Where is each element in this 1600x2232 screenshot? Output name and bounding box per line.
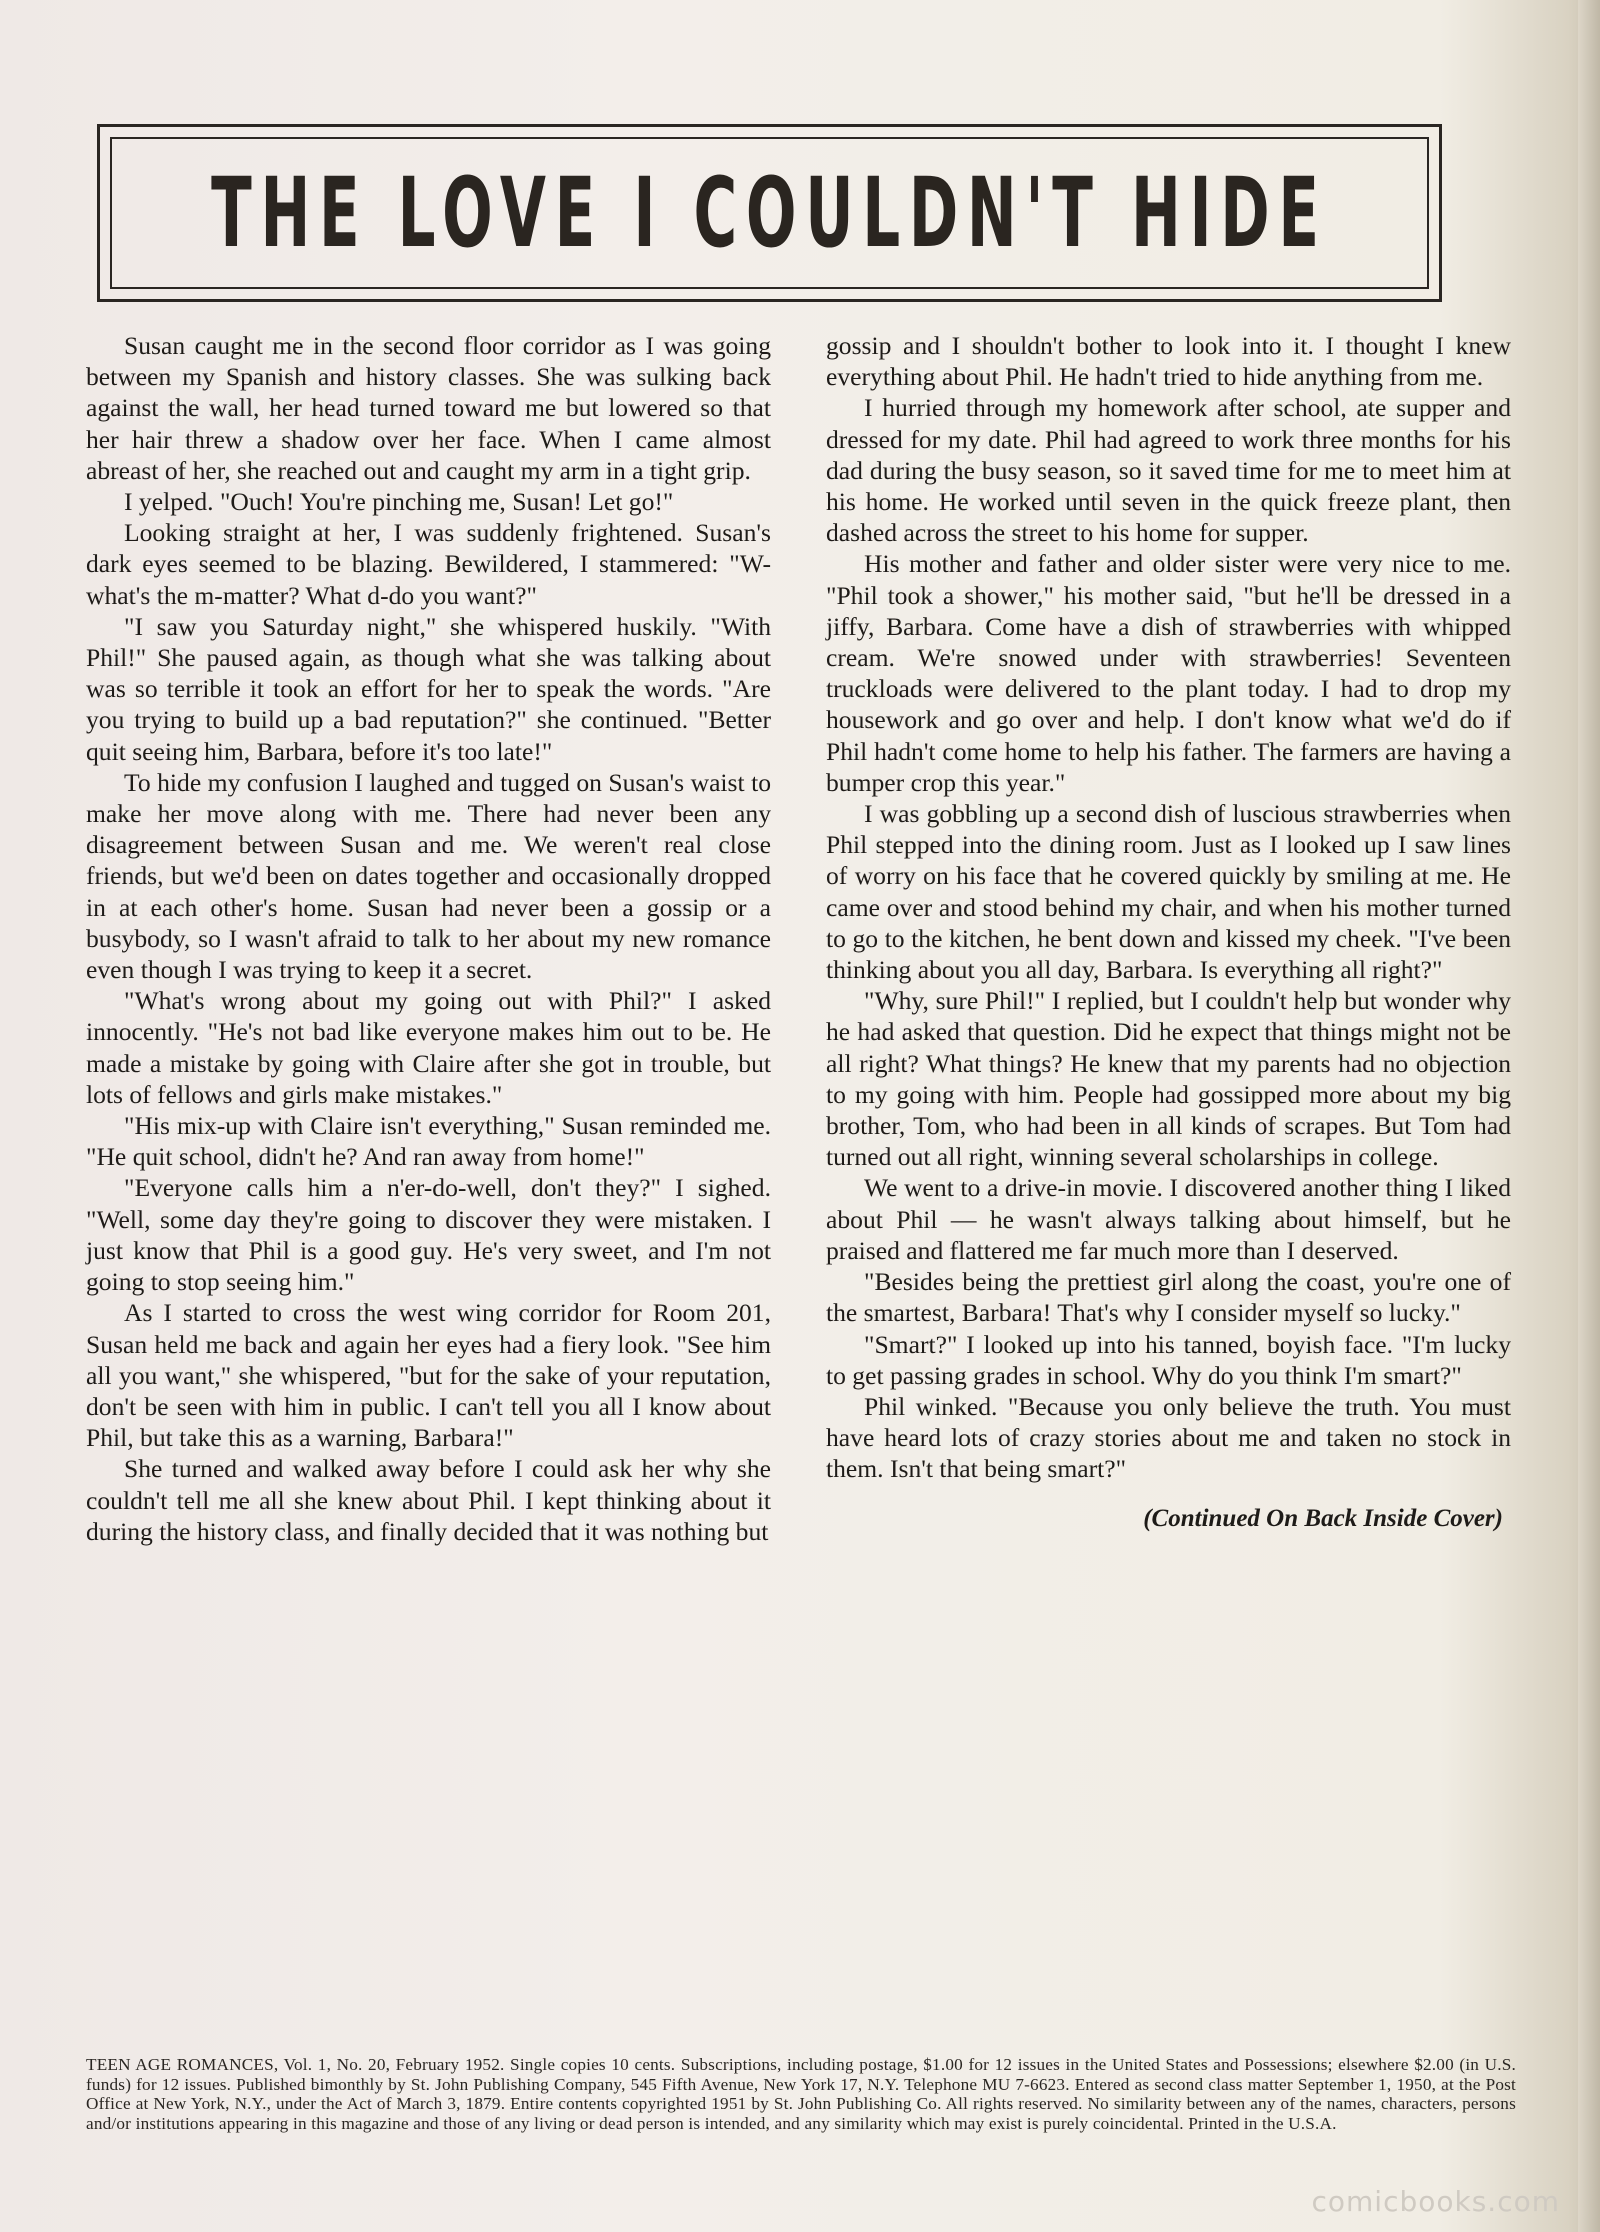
paragraph: Susan caught me in the second floor corridor as I was going between my Spanish and history classes. She was sulking back against the wall, her head turned toward me but lowered so that her hair threw a shadow over her face. When I came almost abreast of her, she reached out and caught my arm in a tight grip. — [86, 331, 771, 485]
paragraph: "Everyone calls him a n'er-do-well, don't they?" I sighed. "Well, some day they're going to discover they were mistaken. I just know that Phil is a good guy. He's very sweet, and I'm not going to stop seeing him." — [86, 1173, 771, 1297]
paragraph: "His mix-up with Claire isn't everything," Susan reminded me. "He quit school, didn't he? And ran away from home!" — [86, 1111, 771, 1172]
paragraph: As I started to cross the west wing corridor for Room 201, Susan held me back and again her eyes had a fiery look. "See him all you want," she whispered, "but for the sake of your reputation, don't be seen with him in public. I can't tell you all I know about Phil, but take this as a warning, Barbara!" — [86, 1298, 771, 1453]
continued-note: (Continued On Back Inside Cover) — [1143, 1504, 1503, 1532]
paragraph-continuation: gossip and I shouldn't bother to look into it. I thought I knew everything about Phil. He hadn't tried to hide anything from me. — [826, 331, 1511, 392]
left-column — [86, 330, 771, 2045]
story-columns — [86, 330, 1511, 2045]
title-frame — [97, 124, 1442, 302]
watermark: comicbooks.com — [1311, 2185, 1560, 2218]
paragraph: Phil winked. "Because you only believe the truth. You must have heard lots of crazy stories about me and taken no stock in them. Isn't that being smart?" — [826, 1391, 1511, 1484]
paragraph: Looking straight at her, I was suddenly frightened. Susan's dark eyes seemed to be blazing. Bewildered, I stammered: "W-what's the m-matter? What d-do you want?" — [86, 518, 771, 610]
paragraph: "Why, sure Phil!" I replied, but I couldn't help but wonder why he had asked that question. Did he expect that things might not be all right? What things? He knew that my parents had no objection to my going with him. People had gossipped more about my big brother, Tom, who had been in all kinds of scrapes. But Tom had turned out all right, winning several scholarships in college. — [826, 986, 1511, 1172]
paragraph: "What's wrong about my going out with Phil?" I asked innocently. "He's not bad like everyone makes him out to be. He made a mistake by going with Claire after she got in trouble, but lots of fellows and girls make mistakes." — [86, 986, 771, 1109]
paragraph: We went to a drive-in movie. I discovered another thing I liked about Phil — he wasn't always talking about himself, but he praised and flattered me far much more than I deserved. — [826, 1173, 1511, 1265]
paragraph: I yelped. "Ouch! You're pinching me, Susan! Let go!" — [124, 487, 674, 517]
story-title: THE LOVE I COULDN'T HIDE — [211, 157, 1328, 269]
title-frame-inner — [110, 137, 1429, 289]
right-column — [826, 330, 1511, 2045]
paragraph: His mother and father and older sister were very nice to me. "Phil took a shower," his mother said, "but he'll be dressed in a jiffy, Barbara. Come have a dish of strawberries with whipped cream. We're snowed under with strawberries! Seventeen truckloads were delivered to the plant today. I had to drop my housework and go over and help. I don't know what we'd do if Phil hadn't come home to help his father. The farmers are having a bumper crop this year." — [826, 549, 1511, 797]
paragraph: She turned and walked away before I could ask her why she couldn't tell me all she knew about Phil. I kept thinking about it during the history class, and finally decided that it was nothing but — [86, 1454, 771, 1546]
paragraph: To hide my confusion I laughed and tugged on Susan's waist to make her move along with me. There had never been any disagreement between Susan and me. We weren't real close friends, but we'd been on dates together and occasionally dropped in at each other's home. Susan had never been a gossip or a busybody, so I wasn't afraid to talk to her about my new romance even though I was trying to keep it a secret. — [86, 767, 771, 985]
page-edge — [1578, 0, 1600, 2232]
paragraph: I was gobbling up a second dish of luscious strawberries when Phil stepped into the dining room. Just as I looked up I saw lines of worry on his face that he covered quickly by smiling at me. He came over and stood behind my chair, and when his mother turned to go to the kitchen, he bent down and kissed my cheek. "I've been thinking about you all day, Barbara. Is everything all right?" — [826, 799, 1511, 985]
paragraph: "Smart?" I looked up into his tanned, boyish face. "I'm lucky to get passing grades in school. Why do you think I'm smart?" — [826, 1329, 1511, 1390]
paragraph: I hurried through my homework after school, ate supper and dressed for my date. Phil had agreed to work three months for his dad during the busy season, so it saved time for me to meet him at his home. He worked until seven in the quick freeze plant, then dashed across the street to his home for supper. — [826, 393, 1511, 548]
paragraph: "Besides being the prettiest girl along the coast, you're one of the smartest, Barbara! That's why I consider myself so lucky." — [826, 1267, 1511, 1328]
publication-notice: TEEN AGE ROMANCES, Vol. 1, No. 20, February 1952. Single copies 10 cents. Subscriptions, including postage, $1.00 for 12 issues in the United States and Possessions; elsewhere $2.00 (in U.S. funds) for 12 issues. Published bimonthly by St. John Publishing Company, 545 Fifth Avenue, New York 17, N.Y. Telephone MU 7-6623. Entered as second class matter September 1, 1950, at the Post Office at New York, N.Y., under the Act of March 3, 1879. Entire contents copyrighted 1951 by St. John Publishing Co. All rights reserved. No similarity between any of the names, characters, persons and/or institutions appearing in this magazine and those of any living or dead person is intended, and any similarity which may exist is purely coincidental. Printed in the U.S.A. — [86, 2055, 1516, 2133]
paragraph: "I saw you Saturday night," she whispered huskily. "With Phil!" She paused again, as though what she was talking about was so terrible it took an effort for her to speak the words. "Are you trying to build up a bad reputation?" she continued. "Better quit seeing him, Barbara, before it's too late!" — [86, 611, 771, 766]
